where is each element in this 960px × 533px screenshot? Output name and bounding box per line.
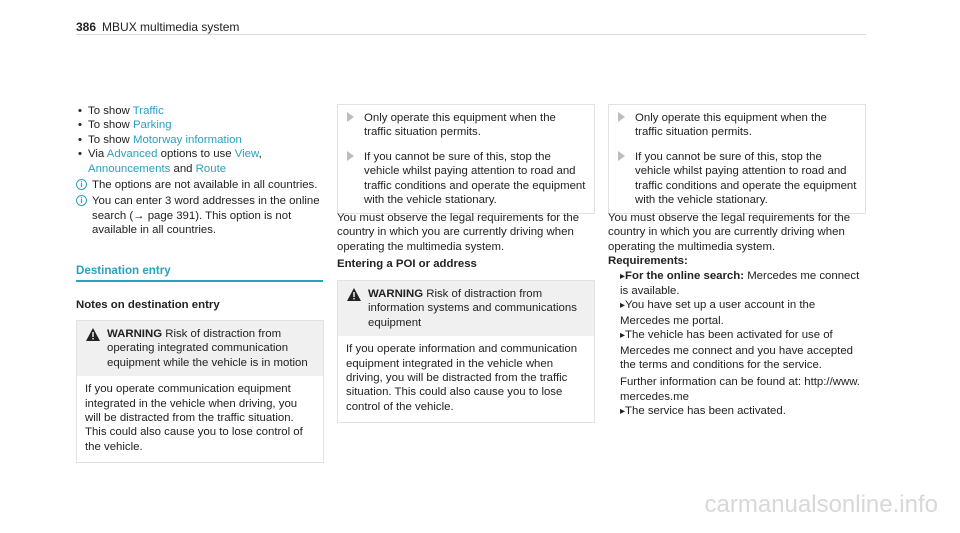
traffic-link[interactable]: Traffic (132, 105, 164, 117)
section-underline (76, 280, 323, 282)
header-divider (76, 34, 866, 35)
list-item: ▸ You have set up a user account in the Mercedes me portal. (608, 298, 866, 328)
info-note: i The options are not available in all countries. (76, 178, 326, 192)
requirements-list (608, 269, 866, 420)
warning-header: WARNING Risk of distraction from operating integrated communication equipment while the vehicle is in motion (77, 321, 323, 376)
caution-box (337, 104, 595, 214)
notes-title: Notes on destination entry (76, 299, 220, 311)
caution-box (608, 104, 866, 214)
warning-body: If you operate communication equipment integrated in the vehicle when driving, you will be distracted from the traffic situation. This could also cause you to lose control of the vehicle. (85, 383, 303, 453)
header-title: MBUX multimedia system (102, 20, 240, 34)
advanced-link[interactable]: Advanced (106, 148, 158, 161)
list-item: • Via Advanced options to use View, Announcements and Route (76, 147, 326, 176)
column-1 (76, 104, 326, 238)
subheading: Entering a POI or address (337, 258, 477, 270)
info-note: i You can enter 3 word addresses in the online search (→ page 391). This option is not available in all countries. (76, 194, 326, 237)
route-link[interactable]: Route (195, 162, 227, 175)
warning-icon (347, 288, 361, 301)
list-item: If you cannot be sure of this, stop the vehicle whilst paying attention to road and traffic conditions and operate the equipment with the vehicle stationary. (364, 150, 586, 208)
legal-paragraph: You must observe the legal requirements for the country in which you are currently driving when operating the multimedia system. Requirements: ▸ For the online search: Mercedes me connect is available. ▸ You have set up a user account in the Mercedes me portal. ▸ The vehicle has been activated for use of Mercedes me connect and you have accepted the terms and conditions for the service. Further information can be found at: http://www.mercedes.me ▸ The service has been activated. (608, 211, 866, 420)
list-item: Only operate this equipment when the traffic situation permits. (364, 111, 586, 140)
list-item: • To show Traffic (76, 104, 326, 118)
requirements-title: Requirements: (608, 255, 688, 268)
list-item: ▸ For the online search: Mercedes me connect is available. (608, 269, 866, 299)
list-item: • To show Motorway information (76, 133, 326, 147)
announcements-link[interactable]: Announcements (88, 162, 171, 175)
arrow-icon (618, 151, 625, 161)
page-number: 386 (76, 20, 97, 34)
arrow-icon (347, 112, 354, 122)
warning-icon (86, 328, 100, 341)
warning-box (337, 280, 595, 423)
show-options-list (76, 104, 326, 176)
arrow-icon (618, 112, 625, 122)
list-item: ▸ The service has been activated. (608, 404, 866, 419)
list-item: • To show Parking (76, 118, 326, 132)
info-icon: i (76, 195, 87, 206)
motorway-information-link[interactable]: Motorway information (132, 133, 242, 146)
list-item: ▸ The vehicle has been activated for use of Mercedes me connect and you have accepted the terms and conditions for the service. Further information can be found at: http://www.mercedes.me (608, 328, 866, 404)
parking-link[interactable]: Parking (132, 119, 172, 132)
section-title: Destination entry (76, 264, 171, 277)
arrow-icon (347, 151, 354, 161)
view-link[interactable]: View (234, 148, 259, 161)
info-icon: i (76, 179, 87, 190)
watermark: carmanualsonline.info (704, 491, 938, 518)
warning-header: WARNING Risk of distraction from information systems and communications equipment (338, 281, 594, 336)
warning-box (76, 320, 324, 463)
legal-paragraph: You must observe the legal requirements for the country in which you are currently driving when operating the multimedia system. (337, 212, 580, 253)
list-item: If you cannot be sure of this, stop the vehicle whilst paying attention to road and traffic conditions and operate the equipment with the vehicle stationary. (635, 150, 857, 208)
page-header (76, 20, 239, 34)
warning-body: If you operate information and communication equipment integrated in the vehicle when driving, you will be distracted from the traffic situation. This could also cause you to lose control of the vehicle. (346, 343, 578, 413)
list-item: Only operate this equipment when the traffic situation permits. (635, 111, 857, 140)
